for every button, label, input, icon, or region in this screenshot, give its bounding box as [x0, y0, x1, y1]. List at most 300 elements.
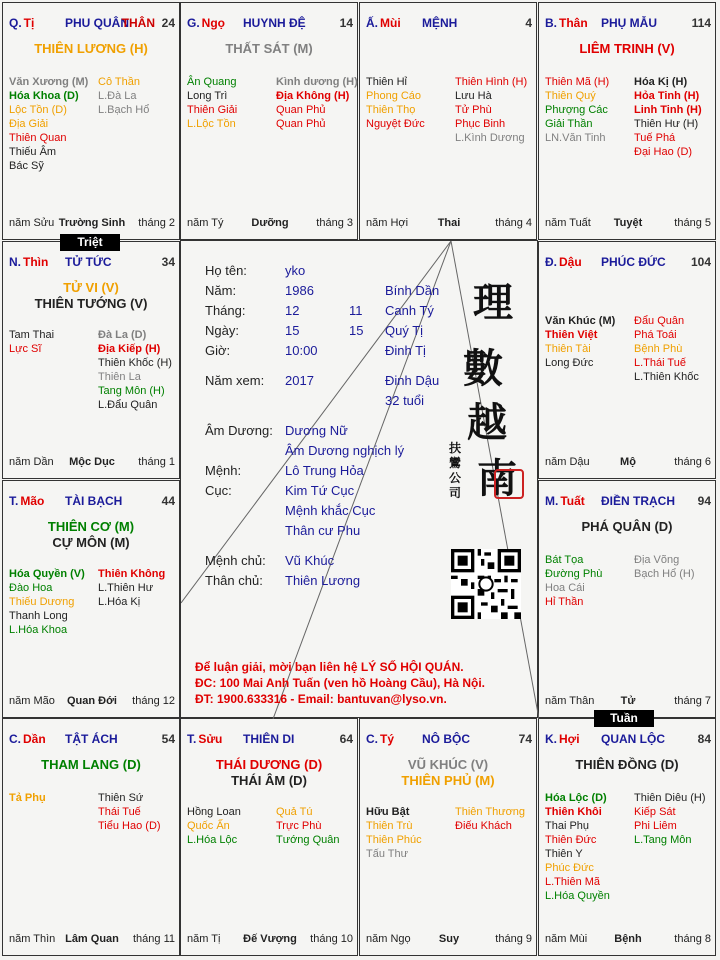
- right-star-list: [98, 567, 165, 609]
- palace-name: THIÊN DI: [243, 732, 295, 746]
- minor-star: Tả Phụ: [9, 792, 46, 804]
- minor-star: Bát Tọa: [545, 554, 584, 566]
- chi: Thân: [559, 16, 588, 30]
- minor-star: Lộc Tồn (D): [9, 104, 67, 116]
- menh-chu-value: Vũ Khúc: [285, 553, 335, 568]
- dai-han-age: 54: [161, 732, 175, 746]
- minor-star: Địa Giải: [9, 118, 49, 130]
- palace-header: [9, 732, 175, 746]
- dai-han-age: 74: [518, 732, 532, 746]
- dai-han-age: 14: [339, 16, 353, 30]
- minor-star: Tam Thai: [9, 329, 55, 341]
- truong-sinh-stage: Tuyệt: [613, 217, 643, 229]
- minor-star: Hỉ Thần: [545, 596, 584, 608]
- tieu-han-year: năm Mùi: [545, 933, 588, 945]
- palace-header: [187, 732, 353, 746]
- minor-star: Phượng Các: [545, 104, 608, 116]
- can: C.: [366, 732, 378, 746]
- thang-lunar: 11: [349, 303, 363, 318]
- dai-han-age: 34: [161, 255, 175, 269]
- thang-canchi: Canh Tý: [385, 303, 434, 318]
- palace-cell-ty[interactable]: [359, 718, 537, 956]
- palace-name: TÀI BẠCH: [65, 494, 123, 508]
- left-star-list: [187, 75, 237, 131]
- palace-name: PHÚC ĐỨC: [601, 255, 666, 269]
- minor-star: Nguyệt Đức: [366, 118, 425, 130]
- chi: Ngọ: [201, 16, 225, 30]
- left-star-list: [9, 791, 46, 805]
- palace-name: TẬT ÁCH: [65, 732, 118, 746]
- palace-name: TỬ TỨC: [65, 255, 112, 269]
- tuoi-value: 32 tuổi: [385, 393, 425, 408]
- can: K.: [545, 732, 557, 746]
- cuc-value: Kim Tứ Cục: [285, 483, 355, 498]
- right-star-list: [98, 791, 161, 833]
- palace-header: [545, 494, 711, 508]
- nguyet-han-month: tháng 11: [132, 933, 175, 945]
- palace-footer: [9, 933, 175, 947]
- chi: Mão: [20, 494, 45, 508]
- minor-star: Thiên Việt: [545, 329, 598, 341]
- minor-star: Thai Phụ: [545, 820, 590, 832]
- nguyet-han-month: tháng 9: [495, 933, 532, 945]
- qr-code-icon[interactable]: [451, 549, 521, 619]
- chi: Tý: [380, 732, 395, 746]
- dai-han-age: 44: [161, 494, 175, 508]
- contact-phone-email[interactable]: ĐT: 1900.633316 - Email: bantuvan@lyso.vn.: [195, 692, 447, 706]
- minor-star: L.Hóa Lộc: [187, 834, 238, 846]
- can: Đ.: [545, 255, 557, 269]
- can-chi: [187, 732, 222, 746]
- can-chi: [545, 494, 585, 508]
- minor-star: Kình dương (H): [276, 76, 358, 88]
- logo-char-3: 越: [467, 399, 507, 446]
- minor-star: Thiên Phúc: [366, 834, 422, 846]
- can-chi: [545, 16, 588, 30]
- minor-star: Thiên La: [98, 371, 141, 383]
- minor-star: Thiên Tài: [545, 343, 591, 355]
- right-star-list: [98, 328, 172, 412]
- cuc-label: Cục:: [205, 483, 232, 498]
- tuan-badge: Tuần: [594, 710, 654, 727]
- palace-footer: [9, 217, 175, 231]
- seal-text: 扶鸞公司: [449, 441, 462, 500]
- ngay-canchi: Quý Tị: [385, 323, 424, 338]
- truong-sinh-stage: Dưỡng: [251, 217, 289, 229]
- left-star-list: [545, 75, 609, 145]
- palace-cell-tuat[interactable]: [538, 480, 716, 718]
- nam-xem-value: 2017: [285, 373, 314, 388]
- am-duong-label: Âm Dương:: [205, 423, 273, 438]
- minor-star: Bệnh Phù: [634, 343, 683, 355]
- can-chi: [545, 255, 582, 269]
- can: G.: [187, 16, 200, 30]
- palace-cell-ti[interactable]: [2, 2, 180, 240]
- minor-star: Hỏa Tinh (H): [634, 90, 700, 102]
- minor-star: Thiên Thọ: [366, 104, 416, 116]
- minor-star: Thiên Khôi: [545, 806, 602, 818]
- minor-star: Văn Khúc (M): [545, 315, 616, 327]
- chi: Thìn: [23, 255, 49, 269]
- minor-star: L.Đẩu Quân: [98, 399, 158, 411]
- left-star-list: [366, 75, 425, 131]
- minor-star: L.Đà La: [98, 90, 137, 102]
- palace-footer: [366, 217, 532, 231]
- red-seal-icon: [494, 469, 524, 499]
- truong-sinh-stage: Bệnh: [614, 933, 642, 945]
- minor-star: Ân Quang: [187, 76, 237, 88]
- minor-star: Hoa Cái: [545, 582, 585, 594]
- palace-header: [366, 16, 532, 30]
- can: C.: [9, 732, 21, 746]
- minor-star: Giải Thần: [545, 118, 593, 130]
- gio-label: Giờ:: [205, 343, 231, 358]
- nguyet-han-month: tháng 12: [132, 695, 175, 707]
- nguyet-han-month: tháng 7: [674, 695, 711, 707]
- truong-sinh-stage: Tử: [620, 695, 636, 707]
- minor-star: Phúc Đức: [545, 862, 594, 874]
- minor-star: Tang Môn (H): [98, 385, 165, 397]
- minor-star: Hóa Khoa (D): [9, 90, 79, 102]
- minor-star: L.Bạch Hổ: [98, 104, 150, 116]
- truong-sinh-stage: Lâm Quan: [65, 933, 119, 945]
- nguyet-han-month: tháng 2: [138, 217, 175, 229]
- contact-address: ĐC: 100 Mai Anh Tuấn (ven hồ Hoàng Cầu), Hà Nội.: [195, 676, 486, 690]
- right-star-list: [634, 75, 702, 159]
- nguyet-han-month: tháng 4: [495, 217, 532, 229]
- palace-name: MỆNH: [422, 16, 458, 30]
- main-star: THÁI ÂM (D): [231, 773, 307, 788]
- main-star: THIÊN CƠ (M): [47, 519, 135, 534]
- can-chi: [9, 16, 34, 30]
- chi: Tuất: [560, 494, 585, 508]
- tieu-han-year: năm Tị: [187, 933, 221, 945]
- nam-xem-label: Năm xem:: [205, 373, 265, 388]
- minor-star: Thiên Khốc (H): [98, 357, 172, 369]
- tieu-han-year: năm Thân: [545, 695, 595, 707]
- minor-star: Đẩu Quân: [634, 315, 685, 327]
- palace-cell-dan[interactable]: [2, 718, 180, 956]
- right-star-list: [634, 791, 706, 847]
- minor-star: Điếu Khách: [455, 820, 512, 832]
- minor-star: Thiên Mã (H): [545, 76, 610, 88]
- than-chu-value: Thiên Lương: [285, 573, 361, 588]
- can: B.: [545, 16, 557, 30]
- can-chi: [187, 16, 225, 30]
- minor-star: Quan Phủ: [276, 118, 326, 130]
- menh-value: Lô Trung Hỏa: [285, 463, 364, 478]
- palace-name: QUAN LỘC: [601, 732, 665, 746]
- right-star-list: [276, 805, 340, 847]
- tieu-han-year: năm Tý: [187, 217, 224, 229]
- main-star: THIÊN PHỦ (M): [401, 773, 495, 788]
- thang-value: 12: [285, 303, 300, 318]
- tieu-han-year: năm Dậu: [545, 456, 590, 468]
- dai-han-age: 84: [697, 732, 711, 746]
- thang-label: Tháng:: [205, 303, 246, 318]
- minor-star: Thiên Diêu (H): [634, 792, 706, 804]
- dai-han-age: 24: [161, 16, 175, 30]
- palace-cell-thin[interactable]: [2, 241, 180, 479]
- palace-cell-mui[interactable]: [359, 2, 537, 240]
- truong-sinh-stage: Suy: [438, 933, 460, 945]
- can: N.: [9, 255, 21, 269]
- palace-name: PHỤ MẪU: [601, 16, 657, 30]
- palace-name: HUYNH ĐỆ: [243, 16, 306, 30]
- minor-star: Thiếu Âm: [9, 146, 57, 158]
- palace-footer: [545, 217, 711, 231]
- chi: Sửu: [198, 732, 223, 746]
- tieu-han-year: năm Tuất: [545, 217, 591, 229]
- minor-star: Tiểu Hao (D): [98, 820, 161, 832]
- left-star-list: [9, 328, 54, 356]
- nam-canchi: Bính Dần: [385, 283, 440, 298]
- minor-star: Phi Liêm: [634, 820, 677, 832]
- nguyet-han-month: tháng 6: [674, 456, 711, 468]
- minor-star: Tuế Phá: [634, 132, 676, 144]
- palace-cell-hoi[interactable]: [538, 718, 716, 956]
- minor-star: Thiếu Dương: [9, 596, 75, 608]
- left-star-list: [545, 314, 615, 370]
- palace-header: [187, 16, 353, 30]
- minor-star: Long Trì: [187, 90, 228, 102]
- minor-star: L.Kình Dương: [455, 132, 525, 144]
- main-star: THIÊN ĐỒNG (D): [575, 757, 679, 772]
- minor-star: Thiên Không: [98, 568, 166, 580]
- minor-star: Hồng Loan: [187, 806, 241, 818]
- palace-footer: [545, 695, 711, 709]
- ngay-lunar: 15: [349, 323, 364, 338]
- nguyet-han-month: tháng 3: [316, 217, 353, 229]
- palace-footer: [9, 695, 175, 709]
- chi: Tị: [23, 16, 35, 30]
- can-chi: [9, 494, 44, 508]
- palace-cell-dau[interactable]: [538, 241, 716, 479]
- main-star: THIÊN TƯỚNG (V): [34, 296, 148, 311]
- than-chu-label: Thân chủ:: [205, 573, 263, 588]
- minor-star: Thiên Trù: [366, 820, 413, 832]
- truong-sinh-stage: Quan Đới: [67, 695, 117, 707]
- than-cu-note: Thân cư Phu: [285, 523, 361, 538]
- main-star: THÁI DƯƠNG (D): [215, 757, 323, 772]
- can: T.: [187, 732, 197, 746]
- can-chi: [9, 255, 48, 269]
- minor-star: Đào Hoa: [9, 582, 53, 594]
- palace-header: [545, 732, 711, 746]
- can: Q.: [9, 16, 22, 30]
- main-star: THIÊN LƯƠNG (H): [34, 41, 148, 56]
- dai-han-age: 104: [690, 255, 711, 269]
- am-duong-note: Âm Dương nghịch lý: [285, 443, 405, 458]
- truong-sinh-stage: Đế Vượng: [243, 933, 297, 945]
- minor-star: Hữu Bật: [366, 806, 410, 818]
- minor-star: Thiên Đức: [545, 834, 597, 846]
- palace-footer: [187, 933, 353, 947]
- minor-star: Trực Phù: [276, 820, 322, 832]
- palace-footer: [187, 217, 353, 231]
- logo-char-1: 理: [473, 279, 513, 326]
- minor-star: L.Hóa Kị: [98, 596, 141, 608]
- right-star-list: [276, 75, 358, 131]
- palace-cell-than[interactable]: [538, 2, 716, 240]
- minor-star: Thiên Y: [545, 848, 583, 860]
- triet-badge: Triệt: [60, 234, 120, 251]
- nguyet-han-month: tháng 5: [674, 217, 711, 229]
- minor-star: LN.Văn Tinh: [545, 132, 606, 144]
- right-star-list: [98, 75, 149, 117]
- contact-note: Để luận giải, mời bạn liên hệ LÝ SỐ HỘI QUÁN.: [195, 660, 464, 674]
- palace-header: [9, 494, 175, 508]
- minor-star: Phục Binh: [455, 118, 506, 130]
- minor-star: Thái Tuế: [98, 806, 141, 818]
- left-star-list: [545, 791, 610, 903]
- gio-canchi: Đinh Tị: [385, 343, 426, 358]
- left-star-list: [545, 553, 602, 609]
- minor-star: Bác Sỹ: [9, 160, 44, 172]
- minor-star: Thiên Hình (H): [455, 76, 528, 88]
- palace-header: [545, 255, 711, 269]
- minor-star: Cô Thần: [98, 76, 140, 88]
- dai-han-age: 114: [691, 16, 711, 30]
- menh-chu-label: Mệnh chủ:: [205, 553, 266, 568]
- can-chi: [366, 16, 401, 30]
- can: T.: [9, 494, 19, 508]
- minor-star: Thiên Hỉ: [366, 76, 407, 88]
- tieu-han-year: năm Mão: [9, 695, 55, 707]
- dai-han-age: 4: [525, 16, 532, 30]
- minor-star: Bạch Hổ (H): [634, 568, 695, 580]
- minor-star: Thiên Giải: [187, 104, 238, 116]
- palace-footer: [545, 456, 711, 470]
- can-chi: [545, 732, 580, 746]
- tieu-han-year: năm Sửu: [9, 217, 55, 229]
- minor-star: Địa Võng: [634, 554, 680, 566]
- tieu-han-year: năm Ngọ: [366, 933, 411, 945]
- am-duong-value: Dương Nữ: [285, 423, 348, 438]
- palace-cell-suu[interactable]: [180, 718, 358, 956]
- minor-star: Hóa Quyền (V): [9, 568, 85, 580]
- can: M.: [545, 494, 559, 508]
- minor-star: L.Thiên Hư: [98, 582, 154, 594]
- main-star: THẤT SÁT (M): [225, 41, 313, 56]
- menh-label: Mệnh:: [205, 463, 242, 478]
- minor-star: Quốc Ấn: [187, 820, 230, 832]
- chart-center-info: [180, 240, 538, 718]
- minor-star: Phong Cáo: [366, 90, 422, 102]
- logo-char-2: 數: [463, 345, 503, 392]
- dai-han-age: 94: [697, 494, 711, 508]
- chi: Hợi: [559, 732, 580, 746]
- truong-sinh-stage: Thai: [437, 217, 461, 229]
- minor-star: Kiếp Sát: [634, 806, 676, 818]
- minor-star: L.Lộc Tồn: [187, 118, 236, 130]
- minor-star: Đường Phù: [545, 568, 603, 580]
- minor-star: Đại Hao (D): [634, 146, 693, 158]
- palace-header: [9, 255, 175, 269]
- truong-sinh-stage: Mộc Dục: [69, 456, 115, 468]
- minor-star: Phá Toái: [634, 329, 677, 341]
- than-marker: THÂN: [121, 16, 155, 30]
- minor-star: Quan Phủ: [276, 104, 326, 116]
- minor-star: Thiên Hư (H): [634, 118, 699, 130]
- left-star-list: [9, 567, 85, 637]
- minor-star: Thiên Sứ: [98, 792, 144, 804]
- chi: Dậu: [559, 255, 582, 269]
- palace-header: [9, 16, 175, 30]
- truong-sinh-stage: Mộ: [620, 456, 636, 468]
- logo-char-4: 南: [477, 455, 517, 502]
- minor-star: L.Hóa Khoa: [9, 624, 68, 636]
- ngay-value: 15: [285, 323, 300, 338]
- left-star-list: [366, 805, 422, 861]
- palace-name: ĐIỀN TRẠCH: [601, 494, 675, 508]
- main-star: CỰ MÔN (M): [52, 535, 130, 550]
- left-star-list: [187, 805, 241, 847]
- dai-han-age: 64: [339, 732, 353, 746]
- main-star: THAM LANG (D): [41, 757, 141, 772]
- minor-star: Lưu Hà: [455, 90, 492, 102]
- main-star: TỬ VI (V): [63, 280, 119, 295]
- minor-star: Lực Sĩ: [9, 343, 42, 355]
- minor-star: Đà La (D): [98, 329, 147, 341]
- minor-star: Văn Xương (M): [9, 76, 89, 88]
- right-star-list: [455, 805, 525, 833]
- minor-star: Hóa Kị (H): [634, 76, 688, 88]
- palace-footer: [366, 933, 532, 947]
- chi: Mùi: [380, 16, 401, 30]
- palace-footer: [545, 933, 711, 947]
- minor-star: Quả Tú: [276, 806, 313, 818]
- minor-star: L.Thiên Khốc: [634, 371, 699, 383]
- minor-star: Thiên Quý: [545, 90, 596, 102]
- nguyet-han-month: tháng 1: [138, 456, 175, 468]
- minor-star: Thanh Long: [9, 610, 68, 622]
- palace-cell-mao[interactable]: [2, 480, 180, 718]
- palace-header: [545, 16, 711, 30]
- minor-star: Tử Phù: [455, 104, 492, 116]
- palace-header: [366, 732, 532, 746]
- ho-ten-label: Họ tên:: [205, 263, 247, 278]
- minor-star: Địa Kiếp (H): [98, 343, 161, 355]
- cuc-note: Mệnh khắc Cục: [285, 503, 376, 518]
- can-chi: [366, 732, 394, 746]
- right-star-list: [455, 75, 527, 145]
- minor-star: Tấu Thư: [366, 848, 409, 860]
- main-star: PHÁ QUÂN (D): [581, 519, 673, 534]
- minor-star: Thiên Quan: [9, 132, 67, 144]
- minor-star: L.Thái Tuế: [634, 357, 686, 369]
- minor-star: Tướng Quân: [276, 834, 340, 846]
- minor-star: L.Tang Môn: [634, 834, 692, 846]
- palace-name: PHU QUÂN: [65, 16, 130, 30]
- can: Ấ.: [366, 16, 378, 30]
- palace-cell-ngo[interactable]: [180, 2, 358, 240]
- ho-ten-value: yko: [285, 263, 306, 278]
- main-star: LIÊM TRINH (V): [579, 41, 675, 56]
- right-star-list: [634, 553, 695, 581]
- nam-value: 1986: [285, 283, 314, 298]
- nguyet-han-month: tháng 8: [674, 933, 711, 945]
- chi: Dần: [23, 732, 46, 746]
- minor-star: Long Đức: [545, 357, 594, 369]
- minor-star: L.Hóa Quyền: [545, 890, 610, 902]
- minor-star: Linh Tinh (H): [634, 104, 702, 116]
- nam-xem-canchi: Đinh Dậu: [385, 373, 440, 388]
- tieu-han-year: năm Hợi: [366, 217, 409, 229]
- left-star-list: [9, 75, 88, 173]
- main-star: VŨ KHÚC (V): [407, 757, 489, 772]
- nguyet-han-month: tháng 10: [310, 933, 353, 945]
